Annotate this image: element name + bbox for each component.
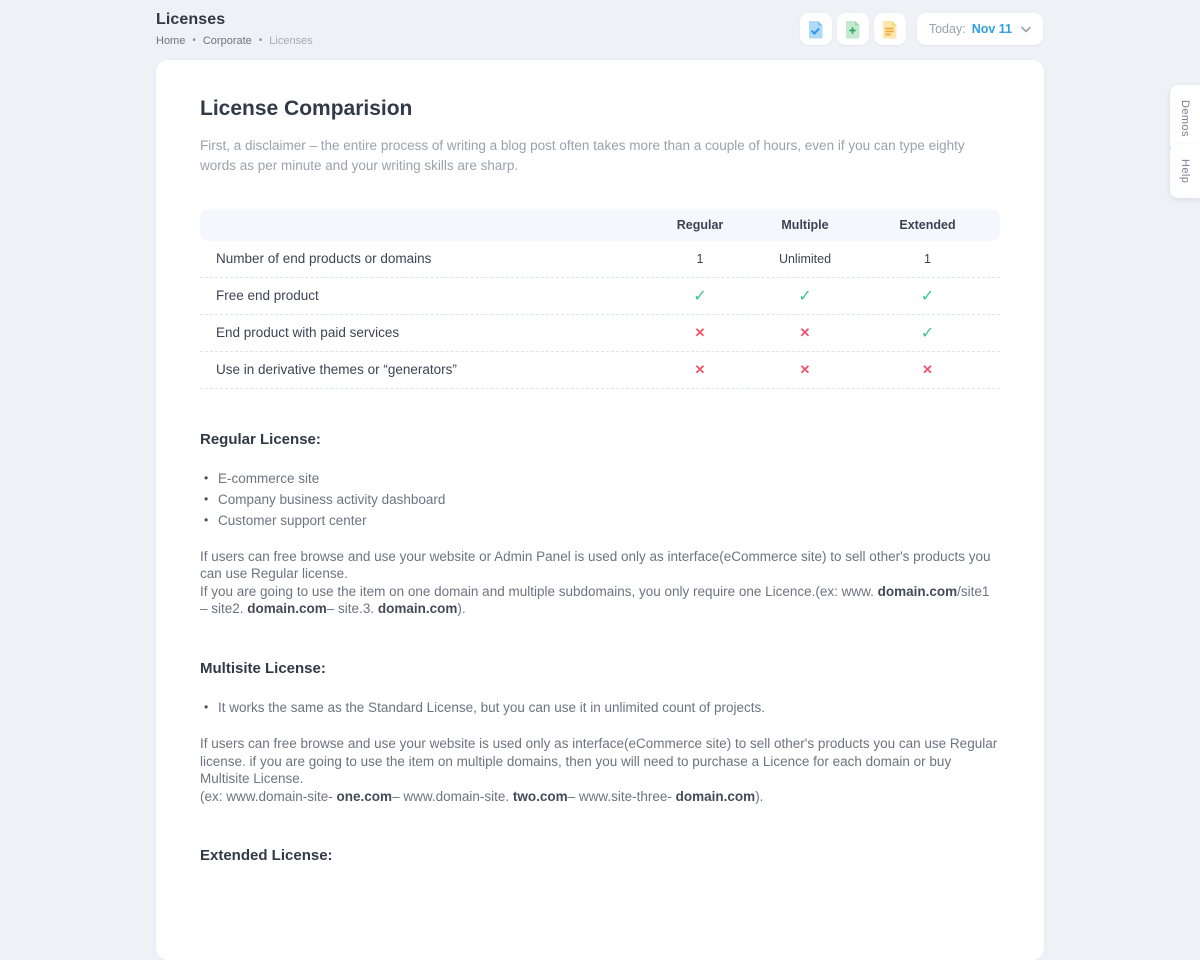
text: (ex: www.domain-site- <box>200 788 337 804</box>
paragraph <box>200 548 1000 583</box>
license-table <box>200 209 1000 389</box>
text: If users can free browse and use your website is used only as interface(eCommerce site) to sell other's products you can use Regular license. if you are going to use the item on multiple domains, then you will need to purchase a Licence for each domain or buy Multisite License. <box>200 736 998 787</box>
cross-icon: ✕ <box>799 361 811 377</box>
file-check-icon-button[interactable] <box>800 13 832 45</box>
section-bullet-list <box>200 697 1000 718</box>
page-header <box>156 11 313 47</box>
paragraph <box>200 583 1000 618</box>
cell-cross <box>645 325 755 341</box>
disclaimer-text: First, a disclaimer – the entire process of writing a blog post often takes more than a couple of hours, even if you can type eighty words as per minute and your writing skills are sharp. <box>200 138 965 173</box>
breadcrumb <box>156 35 313 47</box>
file-check-icon <box>807 20 824 39</box>
bold-text: domain.com <box>877 583 958 599</box>
text: – www.domain-site. <box>392 788 513 804</box>
license-section <box>200 660 1000 805</box>
list-item: • Customer support center <box>200 510 1000 531</box>
section-bullet-list <box>200 468 1000 531</box>
table-row <box>200 278 1000 315</box>
date-picker[interactable] <box>917 13 1043 45</box>
section-paragraphs <box>200 735 1000 805</box>
file-plus-icon-button[interactable] <box>837 13 869 45</box>
section-heading: Regular License: <box>200 430 321 448</box>
cell-check <box>755 286 855 306</box>
list-item: • E-commerce site <box>200 468 1000 489</box>
row-label: Number of end products or domains <box>216 251 432 267</box>
date-picker-value: Nov 11 <box>971 22 1012 36</box>
section-heading: Multisite License: <box>200 660 326 678</box>
bold-text: domain.com <box>675 788 756 804</box>
cell-value: 1 <box>696 251 704 266</box>
file-lines-icon-button[interactable] <box>874 13 906 45</box>
column-header-multiple: Multiple <box>781 217 829 232</box>
column-header-regular: Regular <box>676 217 724 232</box>
text: ). <box>755 788 764 804</box>
cell-value: 1 <box>924 251 931 266</box>
row-label: Free end product <box>216 288 319 304</box>
cell-check <box>855 286 1000 306</box>
breadcrumb-item-licenses: Licenses <box>269 35 313 47</box>
row-label: End product with paid services <box>216 325 400 341</box>
check-icon: ✓ <box>798 287 812 305</box>
check-icon: ✓ <box>693 287 707 305</box>
table-row <box>200 352 1000 389</box>
list-item: • It works the same as the Standard License, but you can use it in unlimited count of projects. <box>200 697 1000 718</box>
side-tab-demos[interactable]: Demos <box>1170 85 1200 152</box>
column-header-extended: Extended <box>899 217 956 232</box>
cross-icon: ✕ <box>799 324 811 340</box>
cell-cross <box>755 325 855 341</box>
breadcrumb-item-corporate[interactable]: Corporate <box>202 35 252 47</box>
file-plus-icon <box>844 20 861 39</box>
cell-cross <box>855 362 1000 378</box>
cell-value: Unlimited <box>778 251 832 266</box>
chevron-down-icon <box>1021 26 1031 33</box>
cell-cross <box>755 362 855 378</box>
top-bar <box>0 0 1200 60</box>
check-icon: ✓ <box>920 287 935 305</box>
table-row <box>200 241 1000 278</box>
check-icon: ✓ <box>920 324 935 342</box>
row-label: Use in derivative themes or “generators” <box>216 362 457 378</box>
file-lines-icon <box>881 20 898 39</box>
bold-text: domain.com <box>247 601 327 617</box>
breadcrumb-separator: • <box>192 35 196 46</box>
license-comparison-card <box>156 60 1044 960</box>
breadcrumb-separator: • <box>258 35 263 46</box>
section-paragraphs <box>200 548 1000 618</box>
text: ). <box>457 601 466 617</box>
license-section <box>200 431 1000 618</box>
paragraph <box>200 788 1000 806</box>
cell-check <box>645 286 755 306</box>
header-actions <box>800 13 1043 45</box>
bold-text: domain.com <box>377 601 458 617</box>
list-item: • Company business activity dashboard <box>200 489 1000 510</box>
page-title: Licenses <box>156 11 226 28</box>
card-title: License Comparision <box>200 97 413 120</box>
text: – site.3. <box>326 601 378 617</box>
text: If you are going to use the item on one domain and multiple subdomains, you only require one Licence.(ex: www. <box>200 583 878 599</box>
breadcrumb-item-home[interactable]: Home <box>156 35 186 47</box>
bold-text: one.com <box>336 788 393 804</box>
section-heading: Extended License: <box>200 847 333 865</box>
cross-icon: ✕ <box>922 361 933 377</box>
side-tab-help[interactable]: Help <box>1170 144 1200 198</box>
cross-icon: ✕ <box>694 324 706 340</box>
text: If users can free browse and use your website or Admin Panel is used only as interface(eCommerce site) to sell other's products you can use Regular license. <box>200 548 991 582</box>
cross-icon: ✕ <box>694 361 706 377</box>
cell-check <box>855 323 1000 343</box>
cell-cross <box>645 362 755 378</box>
bold-text: two.com <box>512 788 568 804</box>
license-section <box>200 847 1000 864</box>
table-row <box>200 315 1000 352</box>
table-header-row <box>200 209 1000 241</box>
text: – www.site-three- <box>567 788 676 804</box>
date-picker-label: Today: <box>928 22 966 36</box>
text: /site1 – site2. <box>200 583 990 617</box>
paragraph <box>200 735 1000 788</box>
